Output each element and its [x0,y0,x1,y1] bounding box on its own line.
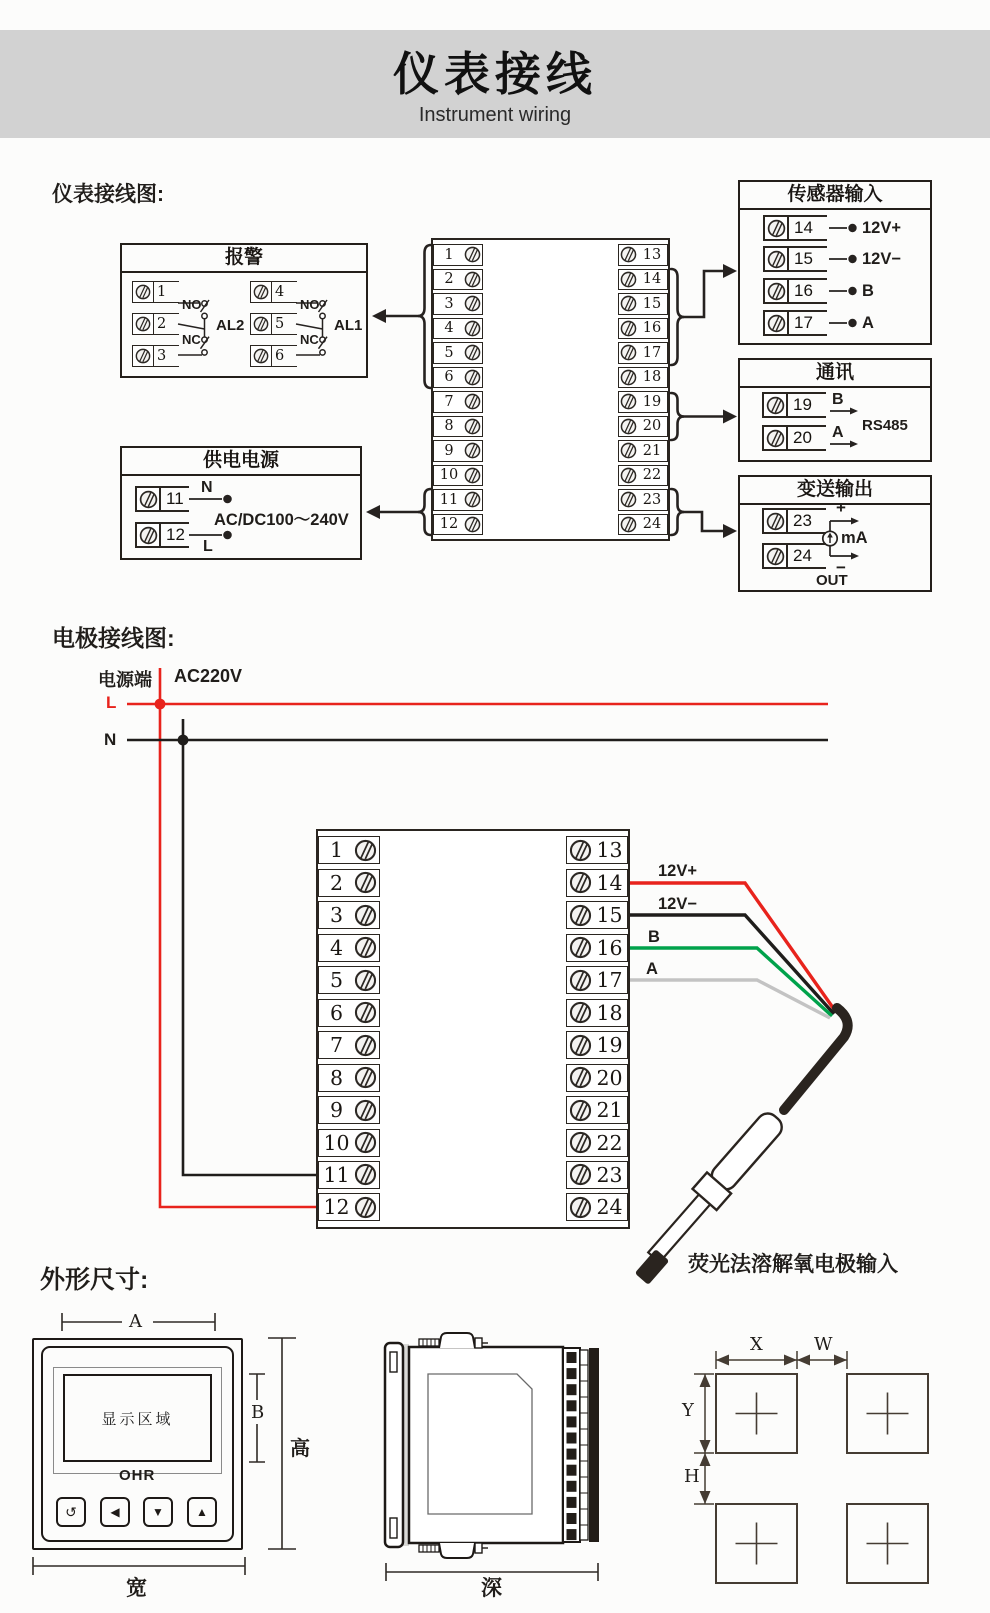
sensor-label-a: A [862,314,874,332]
alarm-terminal-6: 6 [250,345,297,367]
terminal-cell [618,440,668,462]
alarm-terminal-2: 2 [132,313,179,335]
section-label-electrode: 电极接线图: [52,625,175,651]
screw-icon [767,250,786,269]
sensor-terminal-14: 14 [763,215,827,241]
screw-icon [766,429,785,448]
terminal-number: 9 [329,1098,344,1123]
terminal-cell [566,1031,628,1059]
section-label-dimensions: 外形尺寸: [40,1266,149,1294]
power-box-title: 供电电源 [122,448,360,476]
display-area-label: 显示区域 [101,1410,174,1428]
terminal-number: 15 [596,903,623,928]
xmit-terminal-23: 23 [762,508,826,534]
mains-terminal-label: 电源端 [98,670,152,690]
side-view [385,1333,599,1581]
screw-icon [464,516,481,533]
screw-icon [620,516,637,533]
power-voltage-label: AC/DC100～240V [214,511,349,529]
terminal-cell [318,1096,380,1124]
screw-icon [569,1099,592,1122]
power-terminal-12: 12 [135,522,189,548]
terminal-number: 2 [329,870,344,895]
screw-icon [464,295,481,312]
screw-icon [253,316,269,332]
terminal-number: 9 [444,442,454,459]
alarm-nc-label-1: NC [182,332,201,347]
terminal-cell [433,342,483,364]
screw-icon [464,418,481,435]
line-l-label: L [106,693,117,712]
terminal-cell [566,1161,628,1189]
page-title: 仪表接线 [393,48,597,100]
screw-icon [464,246,481,263]
screw-icon [767,219,786,238]
screw-icon [354,1196,377,1219]
screw-icon [354,1099,377,1122]
terminal-number: 22 [642,467,662,484]
dim-height-label: 高 [290,1438,310,1460]
left-arrow-icon: ◀ [110,1505,120,1519]
xmit-ma-label: mA [841,529,868,547]
terminal-cell [318,1129,380,1157]
screw-icon [620,271,637,288]
terminal-number: 7 [444,393,454,410]
screw-icon [569,1034,592,1057]
terminal-cell [566,869,628,897]
power-terminal-11: 11 [135,486,189,512]
comm-a-label: A [832,424,844,441]
cutout-h-label: H [684,1466,700,1487]
alarm-terminal-5: 5 [250,313,297,335]
sensor-label-b: B [862,282,874,300]
top-block-left-column [433,241,483,538]
comm-box-title: 通讯 [740,360,930,388]
up-arrow-icon: ▲ [196,1505,208,1519]
panel-cutout [694,1351,928,1583]
terminal-cell [566,1064,628,1092]
terminal-cell [433,514,483,536]
terminal-number: 3 [444,295,454,312]
screw-icon [354,1001,377,1024]
terminal-number: 14 [596,870,623,895]
bottom-block-left-column [318,832,380,1226]
screw-icon [620,442,637,459]
terminal-cell [618,367,668,389]
dim-a-label: A [129,1311,142,1332]
screw-icon [464,320,481,337]
screw-icon [135,316,151,332]
power-l-label: L [203,538,213,555]
terminal-cell [318,1161,380,1189]
dim-b-label: B [251,1402,265,1423]
screw-icon [569,1001,592,1024]
screw-icon [354,1163,377,1186]
electrode-probe [635,1008,848,1285]
terminal-cell [566,1129,628,1157]
down-arrow-icon: ▼ [152,1505,164,1519]
wire-label-12vminus: 12V− [658,895,697,913]
alarm-terminal-4: 4 [250,281,297,303]
terminal-cell [318,1193,380,1221]
terminal-cell [618,391,668,413]
terminal-cell [318,999,380,1027]
screw-icon [569,1196,592,1219]
screw-icon [354,839,377,862]
sensor-terminal-17: 17 [763,310,827,336]
screw-icon [569,904,592,927]
terminal-number: 14 [642,271,662,288]
comm-rs485-label: RS485 [862,417,908,434]
terminal-cell [618,318,668,340]
brand-logo: OHR [119,1467,156,1484]
terminal-cell [566,934,628,962]
left-button[interactable] [100,1497,130,1527]
terminal-number: 23 [642,491,662,508]
screw-icon [354,936,377,959]
terminal-number: 11 [323,1162,350,1187]
terminal-cell [318,966,380,994]
wire-label-a: A [646,960,658,978]
xmit-minus-label: − [836,558,846,577]
wire-label-b: B [648,928,660,946]
loop-icon: ↺ [65,1503,77,1520]
terminal-number: 16 [642,320,662,337]
screw-icon [620,369,637,386]
terminal-cell [318,836,380,864]
screw-icon [464,369,481,386]
comm-terminal-19: 19 [762,392,826,418]
terminal-cell [318,901,380,929]
xmit-terminal-24: 24 [762,543,826,569]
screw-icon [464,271,481,288]
terminal-number: 21 [642,442,662,459]
terminal-cell [433,367,483,389]
alarm-al2-label: AL2 [216,317,245,334]
xmit-box-title: 变送输出 [740,477,930,505]
screw-icon [620,418,637,435]
sensor-terminal-15: 15 [763,246,827,272]
terminal-cell [433,244,483,266]
up-button[interactable] [187,1497,217,1527]
screw-icon [464,393,481,410]
terminal-number: 17 [596,968,623,993]
terminal-number: 20 [596,1065,623,1090]
cutout-x-label: X [750,1334,763,1355]
terminal-cell [566,1096,628,1124]
terminal-cell [566,966,628,994]
terminal-cell [618,465,668,487]
alarm-no-label-1: NO [182,297,202,312]
terminal-number: 24 [596,1195,623,1220]
terminal-cell [566,999,628,1027]
terminal-number: 4 [444,320,454,337]
terminal-number: 10 [323,1130,350,1155]
dim-width-label: 宽 [126,1577,147,1600]
screw-icon [620,344,637,361]
terminal-number: 8 [329,1065,344,1090]
terminal-cell [318,1031,380,1059]
screw-icon [139,526,158,545]
screw-icon [569,969,592,992]
screw-icon [135,284,151,300]
screw-icon [620,295,637,312]
screw-icon [766,396,785,415]
screw-icon [253,348,269,364]
screw-icon [354,1066,377,1089]
terminal-number: 20 [642,418,662,435]
alarm-al1-label: AL1 [334,317,363,334]
screw-icon [354,1131,377,1154]
terminal-number: 6 [329,1000,344,1025]
terminal-number: 6 [444,369,454,386]
screw-icon [569,1163,592,1186]
screw-icon [569,1066,592,1089]
xmit-out-label: OUT [816,572,848,589]
terminal-cell [433,416,483,438]
terminal-number: 5 [444,344,454,361]
terminal-cell [618,269,668,291]
screw-icon [354,871,377,894]
cutout-w-label: W [814,1334,833,1355]
terminal-cell [618,514,668,536]
terminal-number: 22 [596,1130,623,1155]
comm-terminal-20: 20 [762,425,826,451]
screw-icon [620,393,637,410]
dim-depth-label: 深 [481,1577,502,1600]
section-label-wiring: 仪表接线图: [52,183,164,206]
screw-icon [620,491,637,508]
terminal-cell [433,293,483,315]
screw-icon [464,467,481,484]
terminal-number: 12 [439,516,459,533]
terminal-number: 4 [329,935,344,960]
screw-icon [139,490,158,509]
alarm-no-label-2: NO [300,297,320,312]
terminal-number: 18 [596,1000,623,1025]
loop-button[interactable] [56,1497,86,1527]
alarm-terminal-1: 1 [132,281,179,303]
mains-voltage-label: AC220V [174,666,243,686]
terminal-cell [318,934,380,962]
terminal-number: 16 [596,935,623,960]
electrode-caption: 荧光法溶解氧电极输入 [688,1253,898,1276]
terminal-number: 13 [596,838,623,863]
terminal-cell [433,440,483,462]
screw-icon [766,512,785,531]
alarm-nc-label-2: NC [300,332,319,347]
terminal-number: 10 [439,467,459,484]
page-subtitle: Instrument wiring [418,104,572,126]
screw-icon [620,246,637,263]
terminal-cell [433,465,483,487]
bottom-block-right-column [566,832,628,1226]
sensor-label-12vplus: 12V+ [862,219,901,237]
terminal-number: 24 [642,516,662,533]
terminal-cell [318,869,380,897]
terminal-number: 15 [642,295,662,312]
terminal-cell [566,1193,628,1221]
screw-icon [620,320,637,337]
screw-icon [135,348,151,364]
screw-icon [464,344,481,361]
comm-b-label: B [832,391,844,408]
terminal-number: 18 [642,369,662,386]
wire-label-12vplus: 12V+ [658,862,697,880]
screw-icon [569,839,592,862]
screw-icon [767,282,786,301]
screw-icon [569,871,592,894]
terminal-number: 12 [323,1195,350,1220]
terminal-cell [618,416,668,438]
terminal-number: 7 [329,1033,344,1058]
down-button[interactable] [143,1497,173,1527]
alarm-box-title: 报警 [122,245,366,273]
terminal-number: 1 [329,838,344,863]
alarm-terminal-3: 3 [132,345,179,367]
terminal-number: 13 [642,246,662,263]
sensor-label-12vminus: 12V− [862,250,901,268]
terminal-cell [433,489,483,511]
terminal-cell [618,244,668,266]
terminal-number: 11 [439,491,459,508]
screw-icon [253,284,269,300]
xmit-plus-label: + [836,498,846,517]
terminal-number: 17 [642,344,662,361]
line-n-label: N [104,730,117,749]
sensor-terminal-16: 16 [763,278,827,304]
screw-icon [766,547,785,566]
terminal-number: 19 [596,1033,623,1058]
power-n-label: N [201,479,213,496]
screw-icon [767,314,786,333]
cutout-y-label: Y [682,1400,694,1421]
screw-icon [464,442,481,459]
terminal-cell [433,391,483,413]
terminal-cell [618,489,668,511]
screw-icon [464,491,481,508]
sensor-box-title: 传感器输入 [740,182,930,210]
terminal-number: 1 [444,246,454,263]
terminal-number: 2 [444,271,454,288]
top-block-right-column [618,241,668,538]
screw-icon [569,1131,592,1154]
display-area [63,1374,212,1462]
terminal-cell [433,318,483,340]
screw-icon [354,1034,377,1057]
terminal-number: 3 [329,903,344,928]
terminal-number: 5 [329,968,344,993]
screw-icon [354,904,377,927]
terminal-cell [566,901,628,929]
terminal-number: 19 [642,393,662,410]
screw-icon [354,969,377,992]
terminal-cell [318,1064,380,1092]
terminal-cell [566,836,628,864]
terminal-number: 23 [596,1162,623,1187]
screw-icon [569,936,592,959]
terminal-cell [433,269,483,291]
terminal-cell [618,293,668,315]
terminal-cell [618,342,668,364]
screw-icon [620,467,637,484]
terminal-number: 8 [444,418,454,435]
terminal-number: 21 [596,1098,623,1123]
